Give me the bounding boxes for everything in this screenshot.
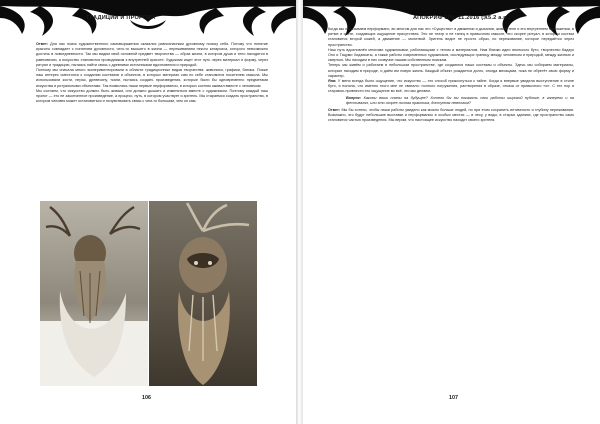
speaker-label: Яна: — [328, 79, 337, 84]
paragraph — [328, 79, 574, 95]
answer-label: Ответ: — [36, 42, 49, 46]
paragraph: Когда мы показываем перформанс, во многом для нас это «Существо» в движении и дыхании, живом теле и его внутреннем напряжении, в ритме и свете, создающих ощущение присутствия. Это не театр и не танец в привычном смысле, это скорее ритуал, в котором костюм становится второй кожей, а движение — молитвой. Зритель видит не просто образ, но переживание, которое передаётся через пространство. — [328, 27, 574, 47]
antler-headdress-photo — [40, 201, 148, 386]
left-page — [0, 0, 296, 424]
running-head-left: ТРАДИЦИИ И ПРОРОКИ — [86, 15, 156, 21]
paragraph-text: У меня всегда было ощущение, что искусство — это способ прикоснуться к тайне. Когда я впервые увидела выступление в стиле буто, я поняла, что именно этого мне не хватало: полного погружения, растворения в образе, отказа от привычного «я». С тех пор я стараюсь привнести это ощущение во всё, что мы делаем. — [328, 79, 574, 94]
page-number-left: 106 — [142, 395, 151, 401]
question-block — [346, 96, 574, 106]
paragraph: Поэтому мы сначала много экспериментировали в области традиционных видов творчества: живописи, графики, батика. Позже наш интерес сместился к созданию костюмов и объектов, в которых материал сам по себе становится носителем смысла. Мы использовали кости, перья, древесину, ткани, пытаясь создать произведения, которые были бы одновременно предметами искусства и ритуальными объектами. Так появились наши первые перформансы, в которых костюм оживал вместе с человеком. — [36, 68, 268, 88]
paragraph: Теперь мы живём и работаем в небольшом пространстве, где создаются наши костюмы и объекты. Здесь мы собираем материалы, которые находим в природе, и даём им новую жизнь. Каждый объект рождается долго, иногда месяцами, пока не обретёт свою форму и характер. — [328, 63, 574, 78]
page-number-right: 107 — [449, 395, 458, 401]
paragraph-text: Мы бы хотели, чтобы наши работы увидело как можно больше людей, но при этом сохранить интимность и глубину переживания. Возможно, это будут небольшие выставки и перформансы в особых местах — в лесу, у воды, в старых зданиях, где пространство само становится частью произведения. Мы верим, что настоящее искусство находит своего зрителя. — [328, 108, 574, 123]
left-body-text — [36, 42, 268, 104]
right-body-text — [328, 27, 574, 124]
right-page — [303, 0, 600, 424]
paragraph: Наш путь вдохновлён многими художниками, работающими с телом и материалом. Нам близки идеи японского буто, творчество Кадзуо Оно и Тацуми Хидзикаты, а также работы современных художников, исследующих границу между человеком и природой, между жизнью и смертью. Мы находим в них созвучие нашим собственным поискам. — [328, 47, 574, 63]
running-head-right: АПОКРИФ 109: 11.2016 (ℜ5.2 a.n.) — [413, 15, 511, 21]
book-gutter — [296, 0, 303, 424]
answer-label: Ответ: — [328, 108, 341, 113]
antler-headdress-closeup-photo — [149, 201, 257, 386]
paragraph: Мы считаем, что искусство должно быть живым, оно должно дышать и изменяться вместе с художником. Поэтому каждый наш проект — это не законченное произведение, а процесс, путь, в котором участвует и зритель. Мы стараемся создать пространство, в котором человек может остановиться и почувствовать связь с чем-то большим, чем он сам. — [36, 88, 268, 104]
question-text: Каковы ваши планы на будущее? Хотели бы вы показать свои работы широкой публике, в галереях и на фестивалях, или это скорее личная практика, доступная немногим? — [346, 95, 574, 105]
paragraph — [36, 42, 268, 68]
paragraph — [328, 108, 574, 124]
question-label: Вопрос: — [346, 95, 362, 100]
paragraph-text: Для нас поиск художественного самовыражения оказался равнозначным духовному поиску себя. Потому что понятие красоты совпадает с понятием духовности, чего-то высшего в жизни — переживанием некого катарсиса, которого невозможно достичь в повседневности. Так мы видим свой основной предмет творчества — образ жизни, в котором душа и тело находятся в равновесии, а искусство становится проводником к внутренней красоте. Художник ищет этот путь через материал и форму, через ритуал и традицию, пытаясь найти связь с древними источниками вдохновения и природой. — [36, 42, 268, 67]
